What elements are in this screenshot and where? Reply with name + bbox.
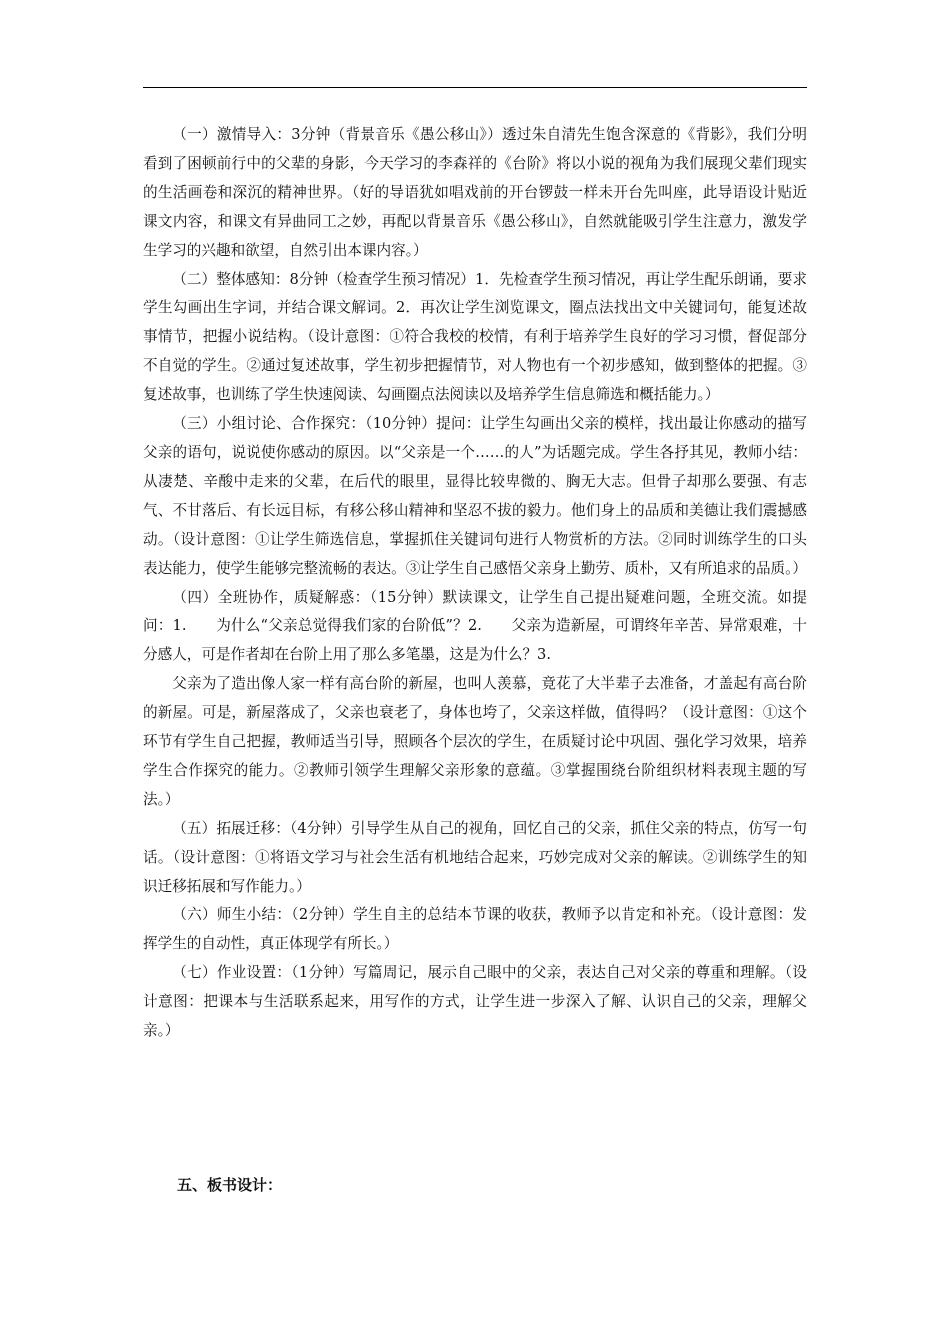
paragraph-question-three: 父亲为了造出像人家一样有高台阶的新屋，也叫人羡慕，竟花了大半辈子去准备，才盖起有高台阶的新屋。可是，新屋落成了，父亲也衰老了，身体也垮了，父亲这样做，值得吗？（设计意图：①这个环节有学生自己把握，教师适当引导，照顾各个层次的学生，在质疑讨论中巩固、强化学习效果，培养学生合作探究的能力。②教师引领学生理解父亲形象的意蕴。③掌握围绕台阶组织材料表现主题的写法。）: [143, 675, 807, 808]
header-rule: [143, 87, 807, 88]
paragraph-intro: （一）激情导入：3分钟（背景音乐《愚公移山》）透过朱自清先生饱含深意的《背影》，我们分明看到了困顿前行中的父辈的身影，今天学习的李森祥的《台阶》将以小说的视角为我们展现父辈们现实的生活画卷和深沉的精神世界。（好的导语犹如唱戏前的开台锣鼓一样未开台先叫座，此导语设计贴近课文内容，和课文有异曲同工之妙，再配以背景音乐《愚公移山》，自然就能吸引学生注意力，激发学生学习的兴趣和欲望，自然引出本课内容。）: [143, 126, 807, 259]
section-heading-board-design: 五、板书设计：: [177, 1176, 283, 1194]
paragraph-summary: （六）师生小结：（2分钟）学生自主的总结本节课的收获，教师予以肯定和补充。（设计意图：发挥学生的自动性，真正体现学有所长。）: [143, 906, 807, 953]
paragraph-overview: （二）整体感知：8分钟（检查学生预习情况）1．先检查学生预习情况，再让学生配乐朗诵，要求学生勾画出生字词，并结合课文解词。2．再次让学生浏览课文，圈点法找出文中关键词句，能复述故事情节，把握小说结构。（设计意图：①符合我校的校情，有利于培养学生良好的学习习惯，督促部分不自觉的学生。②通过复述故事，学生初步把握情节，对人物也有一个初步感知，做到整体的把握。③复述故事，也训练了学生快速阅读、勾画圈点法阅读以及培养学生信息筛选和概括能力。）: [143, 270, 807, 404]
paragraph-homework: （七）作业设置：（1分钟）写篇周记，展示自己眼中的父亲，表达自己对父亲的尊重和理解。（设计意图：把课本与生活联系起来，用写作的方式，让学生进一步深入了解、认识自己的父亲，理解父亲。）: [143, 964, 807, 1040]
paragraph-class-questions: （四）全班协作，质疑解惑：（15分钟）默读课文，让学生自己提出疑难问题，全班交流。如提问：1. 为什么“父亲总觉得我们家的台阶低”？2. 父亲为造新屋，可谓终年辛苦、异常艰难，十分感人，可是作者却在台阶上用了那么多笔墨，这是为什么？3.: [143, 588, 807, 664]
document-body: [143, 121, 807, 1046]
paragraph-extension: （五）拓展迁移：（4分钟）引导学生从自己的视角，回忆自己的父亲，抓住父亲的特点，仿写一句话。（设计意图：①将语文学习与社会生活有机地结合起来，巧妙完成对父亲的解读。②训练学生的知识迁移拓展和写作能力。）: [143, 819, 807, 895]
paragraph-group-discussion: （三）小组讨论、合作探究：（10分钟）提问：让学生勾画出父亲的模样，找出最让你感动的描写父亲的语句，说说使你感动的原因。以“父亲是一个……的人”为话题完成。学生各抒其见，教师小结：从凄楚、辛酸中走来的父辈，在后代的眼里，显得比较卑微的、胸无大志。但骨子却那么要强、有志气、不甘落后、有长远目标，有移公移山精神和坚忍不拔的毅力。他们身上的品质和美德让我们震撼感动。（设计意图：①让学生筛选信息，掌握抓住关键词句进行人物赏析的方法。②同时训练学生的口头表达能力，使学生能够完整流畅的表达。③让学生自己感悟父亲身上勤劳、质朴，又有所追求的品质。）: [143, 415, 808, 577]
